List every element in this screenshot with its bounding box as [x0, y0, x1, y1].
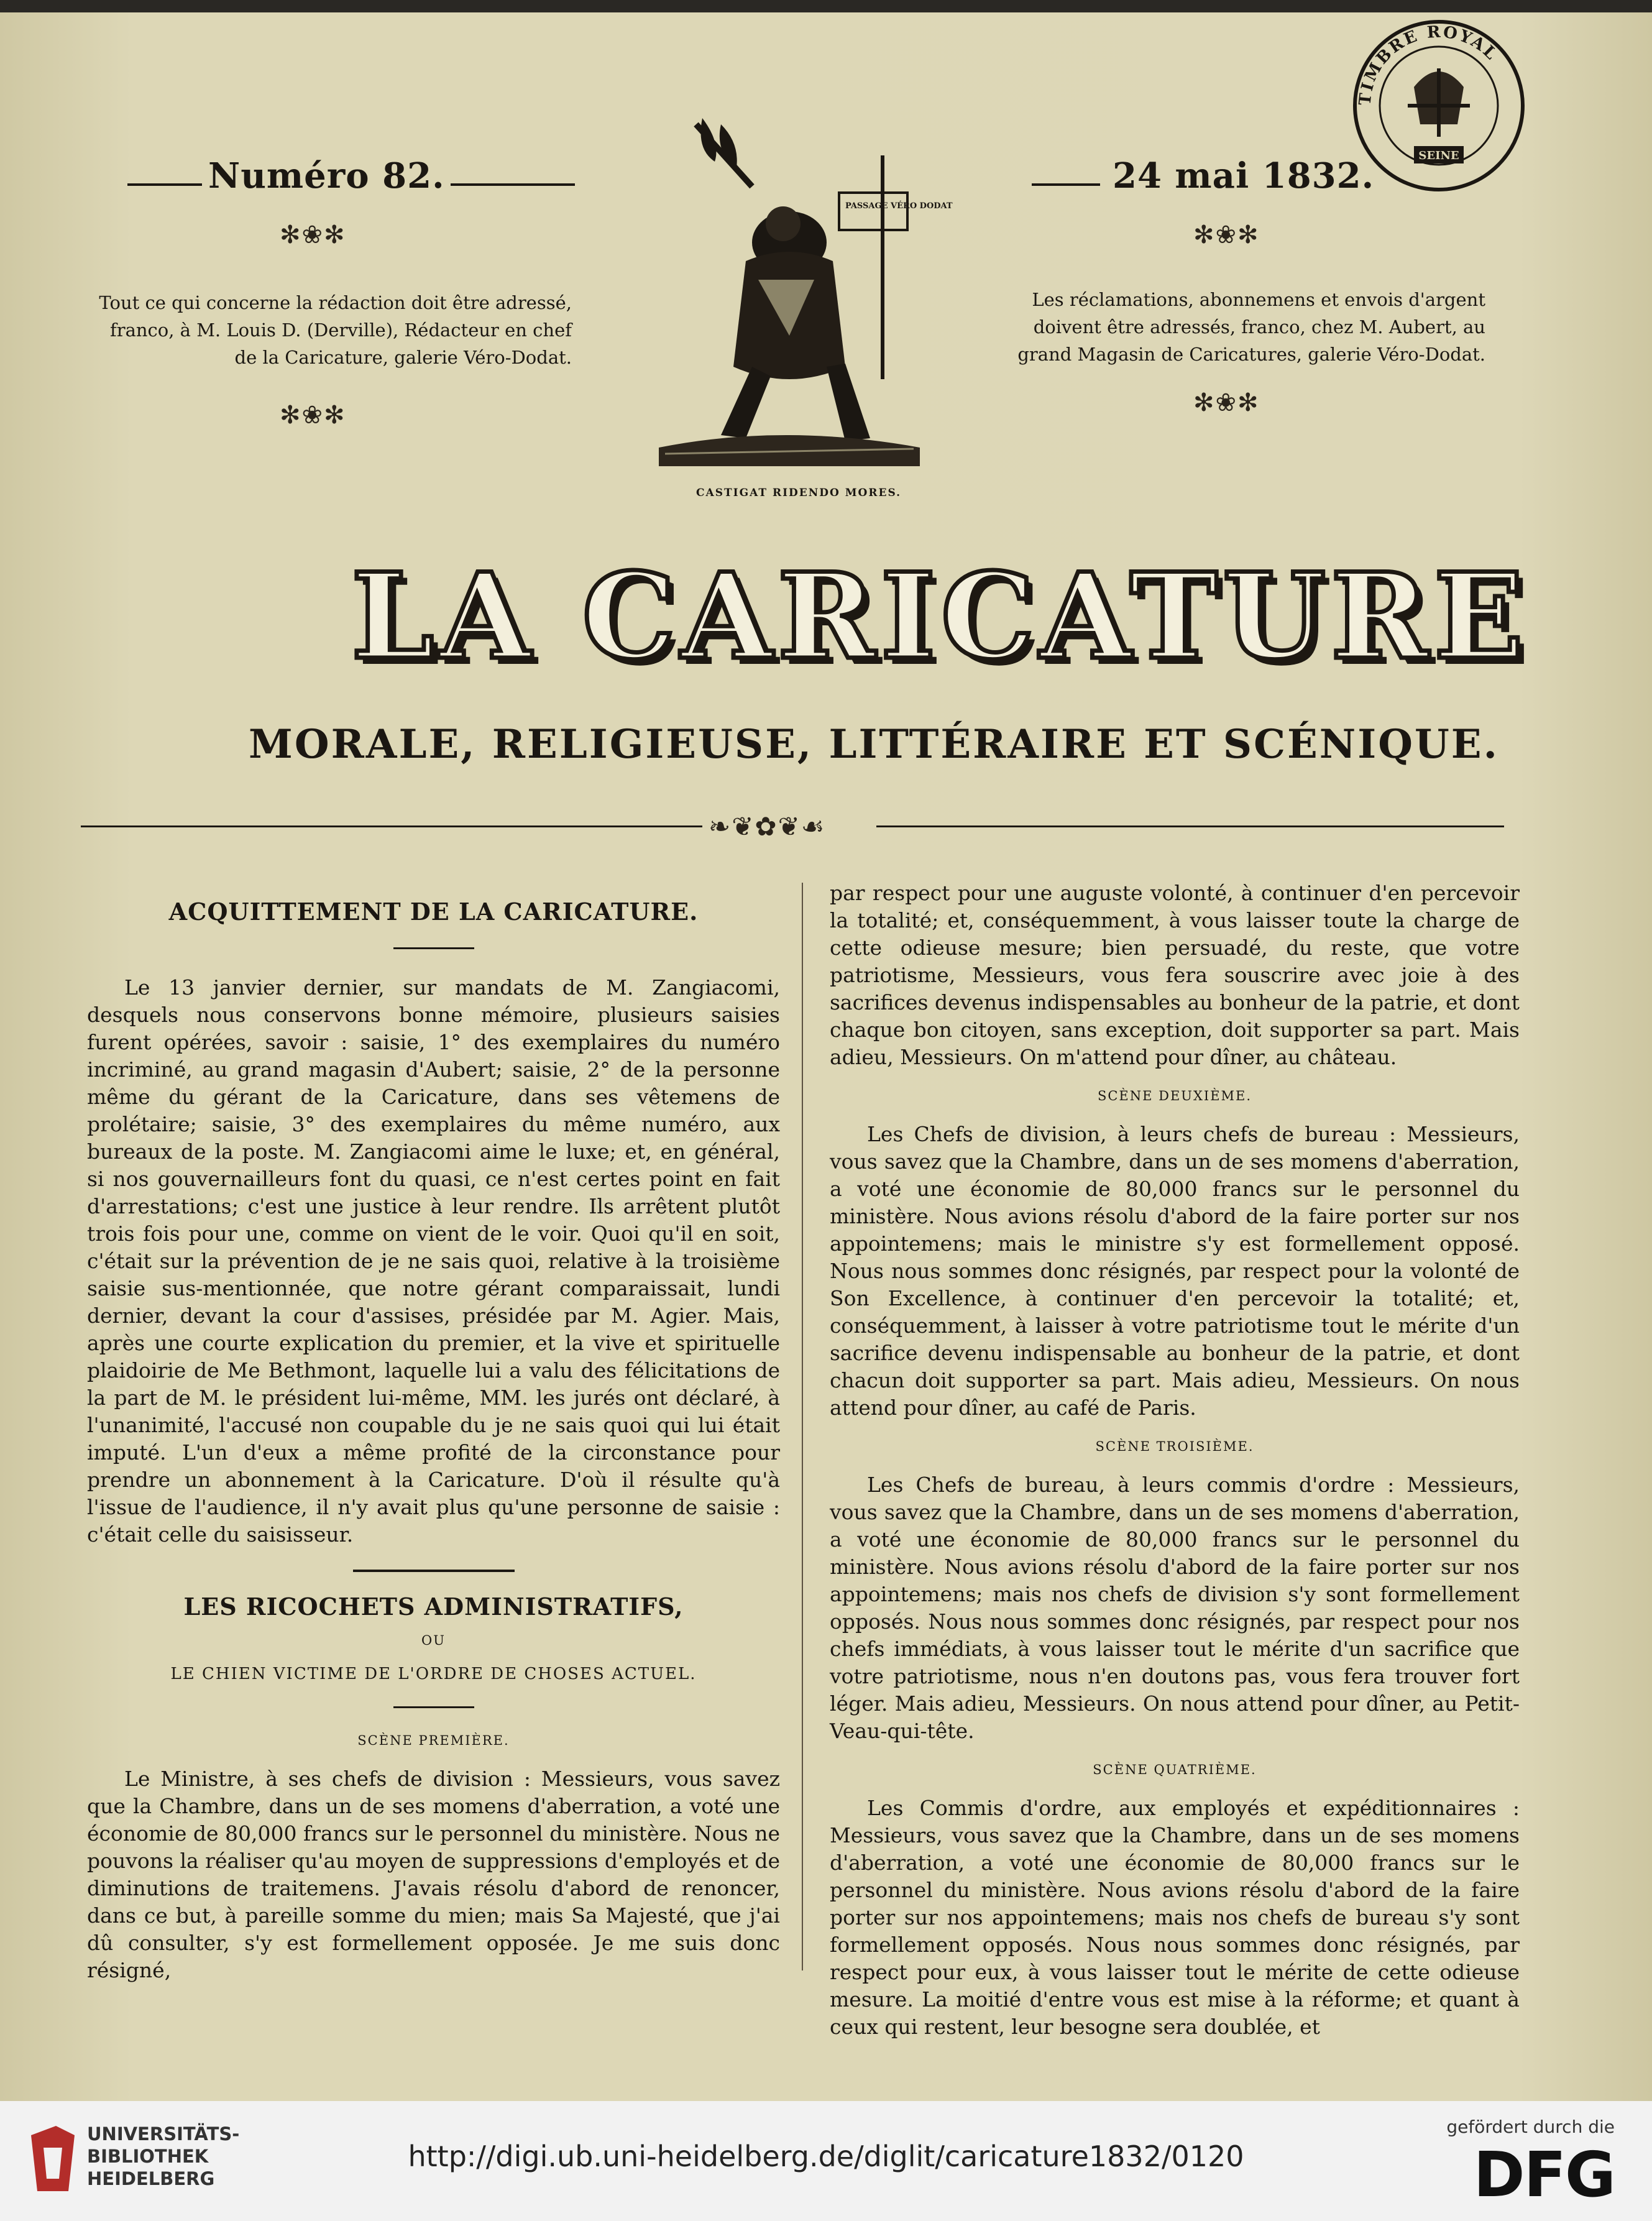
scene-heading-4: SCÈNE QUATRIÈME. [1093, 1762, 1257, 1777]
right-column [830, 880, 1520, 2046]
library-name: UNIVERSITÄTS- BIBLIOTHEK HEIDELBERG [87, 2123, 240, 2189]
short-rule [393, 947, 474, 949]
editorial-notice: Tout ce qui concerne la rédaction doit être adressé, franco, à M. Louis D. (Derville), Rédacteur en chef de la Caricature, galerie Véro-Dodat. [99, 292, 572, 368]
jester-vignette-icon [653, 118, 953, 466]
digitization-footer [0, 2101, 1652, 2221]
divider-ornament: ❧❦✿❦☙ [709, 811, 826, 842]
issue-date: 24 mai 1832. [1113, 155, 1375, 196]
scene-heading-1: SCÈNE PREMIÈRE. [357, 1733, 510, 1748]
vignette-motto: CASTIGAT RIDENDO MORES. [696, 487, 902, 499]
divider-rule-right [876, 825, 1504, 827]
funding-note: gefördert durch die [1446, 2117, 1615, 2137]
long-rule [353, 1570, 515, 1572]
subscription-notice: Les réclamations, abonnemens et envois d'argent doivent être adressés, franco, chez M. Aubert, au grand Magasin de Caricatures, galerie Véro-Dodat. [1017, 289, 1485, 365]
scene-4-paragraph: Les Commis d'ordre, aux employés et expéditionnaires : Messieurs, vous savez que la Chambre, dans un de ses momens d'aberration, a voté une économie de 80,000 francs sur le personnel du ministère. Nous avions résolu d'abord de la faire porter sur nos appointemens; mais nos chefs de bureau s'y sont formellement opposés. Nous nous sommes donc résignés, par respect pour eux, à vous laisser tout le mérite de cette odieuse mesure. La moitié d'entre vous est mise à la réforme; et quant à ceux qui restent, leur besogne sera doublée, et [830, 1796, 1520, 2039]
dfg-logo: DFG [1473, 2138, 1615, 2211]
short-rule-2 [393, 1706, 474, 1708]
article-heading-acquittement: ACQUITTEMENT DE LA CARICATURE. [168, 898, 699, 926]
article-subheading-chien: LE CHIEN VICTIME DE L'ORDRE DE CHOSES ACTUEL. [170, 1665, 697, 1683]
masthead-subtitle: MORALE, RELIGIEUSE, LITTÉRAIRE ET SCÉNIQUE. [249, 721, 1499, 768]
ornament-left-top: ✻❀✻ [280, 221, 346, 249]
scan-edge [0, 0, 1652, 12]
ornament-right-top: ✻❀✻ [1193, 221, 1260, 249]
article-paragraph-acquittement: Le 13 janvier dernier, sur mandats de M. Zangiacomi, desquels nous conservons bonne mémoire, plusieurs saisies furent opérées, savoir : saisie, 1° des exemplaires du numéro incriminé, au grand magasin d'Aubert; saisie, 2° de la personne même du gérant de la Caricature, dans ses vêtemens de prolétaire; saisie, 3° des exemplaires du même numéro, aux bureaux de la poste. M. Zangiacomi aime le luxe; et, en général, si nos gouvernailleurs font du quasi, ce n'est certes point en fait d'arrestations; c'est une justice à leur rendre. Ils arrêtent plutôt trois fois pour une, comme on vient de le voir. Quoi qu'il en soit, c'était sur la prévention de je ne sais quoi, relative à la troisième saisie sus-mentionnée, que notre gérant comparaissait, lundi dernier, devant la cour d'assises, présidée par M. Agier. Mais, après une courte explication du premier, et la vive et spirituelle plaidoirie de Me Bethmont, laquelle lui a valu des félicitations de la part de M. le président lui-même, MM. les jurés ont déclaré, à l'unanimité, l'accusé non coupable du je ne sais quoi qui lui était imputé. L'un d'eux a même profité de la circonstance pour prendre un abonnement à la Caricature. D'où il résulte qu'à l'issue de l'audience, il n'y avait plus qu'une personne de saisie : c'était celle du saisisseur. [87, 975, 780, 1547]
scene-heading-2: SCÈNE DEUXIÈME. [1097, 1088, 1252, 1103]
masthead-title: LA CARICATURE [351, 547, 1529, 686]
scene-3-paragraph: Les Chefs de bureau, à leurs commis d'ordre : Messieurs, vous savez que la Chambre, dans un de ses momens d'aberration, a voté une économie de 80,000 francs sur le personnel du ministère. Nous avions résolu d'abord de la faire porter sur nos appointemens; mais nos chefs de division s'y sont formellement opposés. Nous nous sommes donc résignés, par respect pour nos chefs immédiats, à vous laisser tout le mérite d'un sacrifice que votre patriotisme, nous n'en doutons pas, vous fera trouver fort léger. Mais adieu, Messieurs. On nous attend pour dîner, au Petit-Veau-qui-tête. [830, 1473, 1520, 1743]
heading-connector-ou: OU [421, 1633, 446, 1648]
ornament-right-bottom: ✻❀✻ [1193, 389, 1260, 417]
issue-date-line [1032, 155, 1380, 205]
scene-heading-3: SCÈNE TROISIÈME. [1095, 1439, 1254, 1454]
royal-stamp-seal-icon [1346, 12, 1532, 199]
left-column [87, 892, 780, 1989]
column-separator [802, 883, 803, 1970]
scene-2-paragraph: Les Chefs de division, à leurs chefs de bureau : Messieurs, vous savez que la Chambre, dans un de ses momens d'aberration, a voté une économie de 80,000 francs sur le personnel du ministère. Nous avions résolu d'abord de la faire porter sur nos appointemens; mais le ministre s'y est formellement opposé. Nous nous sommes donc résignés, par respect pour la volonté de Son Excellence, à continuer d'en percevoir la totalité; et, conséquemment, à laisser à votre patriotisme tout le mérite d'un sacrifice devenu indispensable au bonheur de la patrie, et dont chacun doit supporter sa part. Mais adieu, Messieurs. On nous attend pour dîner, au café de Paris. [830, 1122, 1520, 1420]
source-url[interactable]: http://digi.ub.uni-heidelberg.de/diglit/caricature1832/0120 [408, 2140, 1244, 2173]
royal-stamp [1346, 12, 1532, 199]
stamp-arc-text: TIMBRE ROYAL [1356, 22, 1502, 106]
newspaper-page [0, 12, 1652, 2101]
scene-1-continued: par respect pour une auguste volonté, à continuer d'en percevoir la totalité; et, conséquemment, à vous laisser toute la charge de cette odieuse mesure; bien persuadé, du reste, que votre patriotisme, Messieurs, vous fera souscrire avec joie à des sacrifices devenus indispensables au bonheur de la patrie, et dont chaque bon citoyen, sans exception, doit supporter sa part. Mais adieu, Messieurs. On m'attend pour dîner, au château. [830, 881, 1520, 1069]
article-heading-ricochets: LES RICOCHETS ADMINISTRATIFS, [183, 1593, 684, 1621]
stamp-sub-text: SEINE [1418, 149, 1459, 162]
vignette-engraving [653, 118, 953, 466]
vignette-sign-text: PASSAGE VÉRO DODAT [845, 201, 953, 211]
issue-number-line [127, 155, 575, 205]
divider-rule-left [81, 825, 702, 827]
scene-1-paragraph: Le Ministre, à ses chefs de division : Messieurs, vous savez que la Chambre, dans un de ses momens d'aberration, a voté une économie de 80,000 francs sur le personnel du ministère. Nous ne pouvons la réaliser qu'au moyen de suppressions d'employés et de diminutions de traitemens. J'avais résolu d'abord de renoncer, dans ce but, à pareille somme du mien; mais Sa Majesté, que j'ai dû consulter, s'y est formellement opposée. Je me suis donc résigné, [87, 1767, 780, 1982]
ornament-left-bottom: ✻❀✻ [280, 401, 346, 430]
issue-number: Numéro 82. [208, 155, 445, 196]
